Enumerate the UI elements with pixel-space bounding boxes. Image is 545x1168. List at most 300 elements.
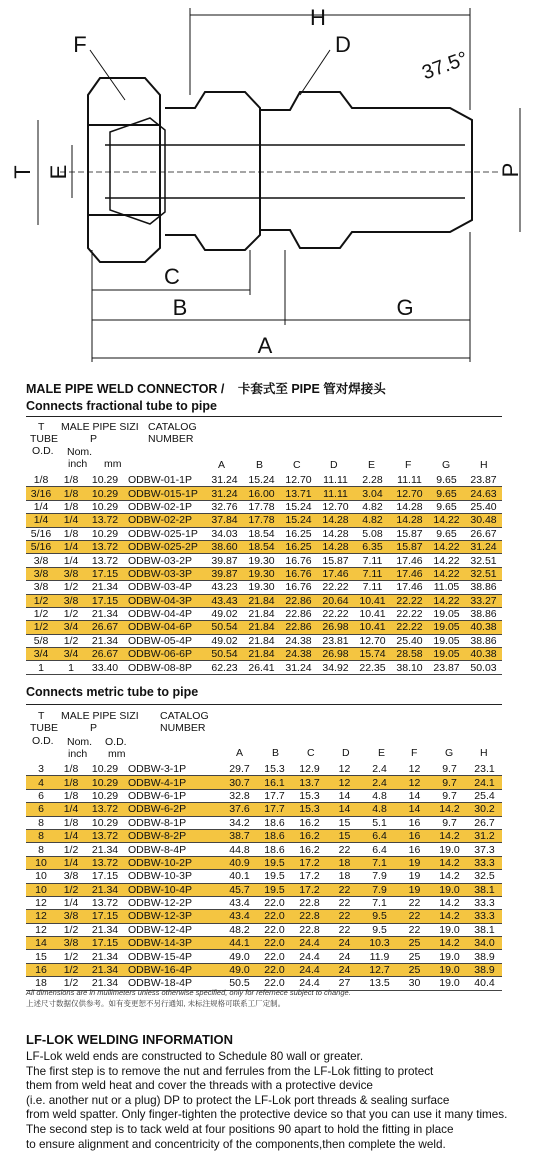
dimension-cell-b: 16.1 xyxy=(257,776,292,789)
pipe-nom-cell: 1/4 xyxy=(56,540,86,553)
hdr-p: P xyxy=(90,433,98,445)
dimension-cell-h: 34.0 xyxy=(467,937,502,950)
dimension-cell-c: 24.4 xyxy=(292,963,327,976)
pipe-mm-cell: 10.29 xyxy=(86,776,124,789)
hdr-col-d: D xyxy=(330,459,338,471)
table-row xyxy=(26,554,502,567)
dimension-cell-f: 12 xyxy=(397,776,432,789)
dimension-cell-a: 50.54 xyxy=(206,621,243,634)
table-row xyxy=(26,883,502,896)
tube-od-cell: 1/4 xyxy=(26,500,56,513)
dimension-cell-f: 17.46 xyxy=(391,581,428,594)
pipe-mm-cell: 21.34 xyxy=(86,634,124,647)
dimension-cell-g: 9.65 xyxy=(428,527,465,540)
table-row xyxy=(26,607,502,620)
pipe-mm-cell: 26.67 xyxy=(86,648,124,661)
dimension-cell-g: 19.0 xyxy=(432,883,467,896)
dimension-cell-c: 15.3 xyxy=(292,803,327,816)
dimension-cell-a: 43.4 xyxy=(222,896,257,909)
tube-od-cell: 12 xyxy=(26,910,56,923)
dimension-cell-d: 22 xyxy=(327,896,362,909)
dimension-cell-c: 15.24 xyxy=(280,500,317,513)
pipe-nom-cell: 1/2 xyxy=(56,950,86,963)
dimension-cell-c: 16.2 xyxy=(292,816,327,829)
catalog-number-cell: ODBW-03-4P xyxy=(124,581,206,594)
tube-od-cell: 5/8 xyxy=(26,634,56,647)
dimension-cell-c: 16.2 xyxy=(292,843,327,856)
pipe-mm-cell: 10.29 xyxy=(86,487,124,500)
dimension-cell-f: 15.87 xyxy=(391,527,428,540)
hdr2-od-mm: O.D. xyxy=(105,736,127,748)
pipe-nom-cell: 1/2 xyxy=(56,607,86,620)
dim-label-angle: 37.5° xyxy=(419,47,471,85)
dimension-cell-d: 12.70 xyxy=(317,500,354,513)
dimension-cell-g: 19.05 xyxy=(428,607,465,620)
dimension-cell-f: 17.46 xyxy=(391,554,428,567)
dimension-cell-g: 14.2 xyxy=(432,896,467,909)
table-row xyxy=(26,763,502,776)
dimension-cell-d: 14.28 xyxy=(317,540,354,553)
tube-od-cell: 12 xyxy=(26,896,56,909)
pipe-mm-cell: 21.34 xyxy=(86,950,124,963)
dimension-cell-h: 24.1 xyxy=(467,776,502,789)
dimension-cell-d: 11.11 xyxy=(317,487,354,500)
table-row xyxy=(26,540,502,553)
catalog-number-cell: ODBW-12-3P xyxy=(124,910,222,923)
table-row xyxy=(26,856,502,869)
dimension-cell-b: 18.54 xyxy=(243,527,280,540)
tube-od-cell: 16 xyxy=(26,963,56,976)
hdr-col-a: A xyxy=(218,459,226,471)
dimension-cell-h: 33.27 xyxy=(465,594,502,607)
dimension-cell-g: 19.0 xyxy=(432,963,467,976)
dimension-cell-a: 49.0 xyxy=(222,963,257,976)
dimension-cell-c: 22.86 xyxy=(280,594,317,607)
tube-od-cell: 3/4 xyxy=(26,648,56,661)
welding-line: The first step is to remove the nut and ferrules from the LF-Lok fitting to protect xyxy=(26,1064,434,1078)
pipe-mm-cell: 13.72 xyxy=(86,514,124,527)
catalog-number-cell: ODBW-02-1P xyxy=(124,500,206,513)
dimension-cell-a: 49.02 xyxy=(206,634,243,647)
dimension-cell-f: 17.46 xyxy=(391,567,428,580)
dimension-cell-a: 44.8 xyxy=(222,843,257,856)
table-row xyxy=(26,789,502,802)
welding-line: LF-Lok weld ends are constructed to Schedule 80 wall or greater. xyxy=(26,1050,364,1063)
pipe-nom-cell: 3/8 xyxy=(56,937,86,950)
tube-od-cell: 6 xyxy=(26,789,56,802)
dimension-cell-g: 14.22 xyxy=(428,554,465,567)
dimension-cell-f: 25 xyxy=(397,950,432,963)
hdr-col-c: C xyxy=(293,459,301,471)
dimension-cell-b: 19.5 xyxy=(257,870,292,883)
dim-label-h: H xyxy=(310,5,326,30)
dimension-cell-c: 16.76 xyxy=(280,554,317,567)
dimension-cell-c: 16.25 xyxy=(280,540,317,553)
hdr2-mm: mm xyxy=(108,748,126,760)
subtitle-metric: Connects metric tube to pipe xyxy=(26,685,199,699)
dimension-cell-g: 19.05 xyxy=(428,621,465,634)
catalog-number-cell: ODBW-04-6P xyxy=(124,621,206,634)
dimension-cell-c: 24.4 xyxy=(292,950,327,963)
dimension-cell-h: 40.4 xyxy=(467,977,502,990)
hdr2-col-f: F xyxy=(411,747,418,759)
table-row xyxy=(26,581,502,594)
hdr-col-g: G xyxy=(442,459,451,471)
dimension-cell-d: 11.11 xyxy=(317,474,354,487)
dimension-cell-f: 30 xyxy=(397,977,432,990)
catalog-number-cell: ODBW-03-3P xyxy=(124,567,206,580)
pipe-mm-cell: 21.34 xyxy=(86,581,124,594)
dimension-cell-e: 13.5 xyxy=(362,977,397,990)
dimension-cell-c: 24.4 xyxy=(292,937,327,950)
dimension-cell-e: 3.04 xyxy=(354,487,391,500)
dimension-cell-c: 24.38 xyxy=(280,634,317,647)
catalog-number-cell: ODBW-10-2P xyxy=(124,856,222,869)
dimension-cell-g: 14.2 xyxy=(432,870,467,883)
dimension-cell-e: 7.9 xyxy=(362,870,397,883)
tube-od-cell: 18 xyxy=(26,977,56,990)
tube-od-cell: 10 xyxy=(26,870,56,883)
dimension-cell-f: 22.22 xyxy=(391,607,428,620)
catalog-number-cell: ODBW-12-2P xyxy=(124,896,222,909)
dimension-cell-h: 31.24 xyxy=(465,540,502,553)
pipe-mm-cell: 21.34 xyxy=(86,923,124,936)
dimension-cell-b: 19.5 xyxy=(257,883,292,896)
dimension-cell-e: 6.4 xyxy=(362,829,397,842)
hdr2-number: NUMBER xyxy=(160,722,206,734)
dimension-cell-e: 4.8 xyxy=(362,789,397,802)
dimension-cell-h: 32.51 xyxy=(465,554,502,567)
tube-od-cell: 3/8 xyxy=(26,567,56,580)
table-row xyxy=(26,896,502,909)
dimension-cell-a: 31.24 xyxy=(206,487,243,500)
hdr-nom: Nom. xyxy=(67,446,93,458)
dimension-cell-b: 19.30 xyxy=(243,581,280,594)
pipe-nom-cell: 1 xyxy=(56,661,86,674)
dimension-cell-e: 7.1 xyxy=(362,896,397,909)
pipe-mm-cell: 21.34 xyxy=(86,883,124,896)
tube-od-cell: 1/8 xyxy=(26,474,56,487)
tube-od-cell: 4 xyxy=(26,776,56,789)
hdr2-catalog: CATALOG xyxy=(160,710,209,722)
dimension-cell-h: 23.1 xyxy=(467,763,502,776)
dimension-cell-c: 22.8 xyxy=(292,896,327,909)
catalog-number-cell: ODBW-01-1P xyxy=(124,474,206,487)
dimension-cell-f: 25 xyxy=(397,937,432,950)
tube-od-cell: 10 xyxy=(26,883,56,896)
hdr2-nom: Nom. xyxy=(67,736,93,748)
dimension-cell-e: 4.82 xyxy=(354,500,391,513)
pipe-mm-cell: 17.15 xyxy=(86,937,124,950)
dimension-cell-h: 23.87 xyxy=(465,474,502,487)
hdr-col-h: H xyxy=(480,459,488,471)
pipe-mm-cell: 17.15 xyxy=(86,910,124,923)
dimension-cell-d: 22 xyxy=(327,843,362,856)
catalog-number-cell: ODBW-18-4P xyxy=(124,977,222,990)
dimension-note: All dimensions are in mullimeters unless otherwise specified, only for refernece subject to change. xyxy=(26,988,351,997)
dimension-cell-h: 38.86 xyxy=(465,581,502,594)
pipe-nom-cell: 1/8 xyxy=(56,816,86,829)
dimension-cell-a: 44.1 xyxy=(222,937,257,950)
pipe-nom-cell: 1/8 xyxy=(56,527,86,540)
dimension-cell-b: 16.00 xyxy=(243,487,280,500)
dimension-cell-d: 14.28 xyxy=(317,527,354,540)
dimension-cell-g: 9.65 xyxy=(428,500,465,513)
dimension-cell-g: 19.0 xyxy=(432,923,467,936)
pipe-nom-cell: 3/8 xyxy=(56,910,86,923)
hdr-number: NUMBER xyxy=(148,433,194,445)
dimension-cell-d: 12 xyxy=(327,776,362,789)
dimension-cell-c: 17.2 xyxy=(292,856,327,869)
dimension-cell-f: 11.11 xyxy=(391,474,428,487)
tube-od-cell: 15 xyxy=(26,950,56,963)
dimension-cell-a: 31.24 xyxy=(206,474,243,487)
dimension-note-cn: 上述尺寸数据仅供参考。如有变更恕不另行通知, 未标注规格可联系工厂定制。 xyxy=(26,999,286,1008)
tube-od-cell: 10 xyxy=(26,856,56,869)
dimension-cell-g: 9.7 xyxy=(432,776,467,789)
dim-label-e: E xyxy=(46,164,71,180)
dimension-cell-a: 37.6 xyxy=(222,803,257,816)
dimension-cell-a: 43.43 xyxy=(206,594,243,607)
dim-label-a: A xyxy=(257,333,273,358)
tube-od-cell: 3/8 xyxy=(26,581,56,594)
hdr2-col-c: C xyxy=(307,747,315,759)
dimension-cell-g: 9.7 xyxy=(432,816,467,829)
dimension-cell-f: 19 xyxy=(397,856,432,869)
dimension-cell-h: 37.3 xyxy=(467,843,502,856)
pipe-nom-cell: 1/8 xyxy=(56,500,86,513)
catalog-number-cell: ODBW-10-3P xyxy=(124,870,222,883)
pipe-nom-cell: 1/4 xyxy=(56,803,86,816)
dimension-cell-e: 12.7 xyxy=(362,963,397,976)
dimension-cell-g: 11.05 xyxy=(428,581,465,594)
dimension-cell-c: 15.24 xyxy=(280,514,317,527)
tube-od-cell: 12 xyxy=(26,923,56,936)
dimension-cell-a: 39.87 xyxy=(206,554,243,567)
catalog-number-cell: ODBW-04-3P xyxy=(124,594,206,607)
dimension-cell-a: 48.2 xyxy=(222,923,257,936)
dimension-cell-e: 2.28 xyxy=(354,474,391,487)
dimension-cell-a: 49.02 xyxy=(206,607,243,620)
dimension-cell-b: 21.84 xyxy=(243,621,280,634)
dimension-cell-b: 22.0 xyxy=(257,950,292,963)
dimension-cell-h: 38.1 xyxy=(467,883,502,896)
dimension-cell-h: 25.4 xyxy=(467,789,502,802)
dimension-cell-e: 15.74 xyxy=(354,648,391,661)
catalog-number-cell: ODBW-03-2P xyxy=(124,554,206,567)
dimension-cell-c: 15.3 xyxy=(292,789,327,802)
hdr-col-e: E xyxy=(368,459,376,471)
welding-info-title: LF-LOK WELDING INFORMATION xyxy=(26,1032,234,1047)
fitting-drawing xyxy=(0,0,545,370)
dimension-cell-e: 4.82 xyxy=(354,514,391,527)
pipe-mm-cell: 13.72 xyxy=(86,829,124,842)
dim-label-p: P xyxy=(498,162,523,178)
dimension-cell-c: 16.2 xyxy=(292,829,327,842)
dimension-cell-b: 22.0 xyxy=(257,977,292,990)
dimension-cell-c: 16.76 xyxy=(280,581,317,594)
catalog-number-cell: ODBW-4-1P xyxy=(124,776,222,789)
dim-label-b: B xyxy=(172,295,188,320)
dimension-cell-d: 24 xyxy=(327,950,362,963)
dimension-cell-f: 22.22 xyxy=(391,594,428,607)
dimension-cell-g: 14.2 xyxy=(432,910,467,923)
dimension-cell-f: 19 xyxy=(397,883,432,896)
hdr2-p: P xyxy=(90,722,98,734)
table-row xyxy=(26,487,502,500)
dimension-cell-e: 9.5 xyxy=(362,923,397,936)
tube-od-cell: 14 xyxy=(26,937,56,950)
table-row xyxy=(26,776,502,789)
dimension-cell-a: 37.84 xyxy=(206,514,243,527)
pipe-mm-cell: 13.72 xyxy=(86,554,124,567)
dimension-cell-c: 13.7 xyxy=(292,776,327,789)
catalog-number-cell: ODBW-6-2P xyxy=(124,803,222,816)
dimension-cell-h: 38.9 xyxy=(467,963,502,976)
dimension-cell-h: 38.86 xyxy=(465,607,502,620)
dimension-cell-a: 38.7 xyxy=(222,829,257,842)
dimension-cell-a: 29.7 xyxy=(222,763,257,776)
welding-line: them from weld heat and cover the threads with a protective device xyxy=(26,1079,373,1093)
tube-od-cell: 8 xyxy=(26,829,56,842)
dimension-cell-d: 22.22 xyxy=(317,581,354,594)
dimension-cell-a: 50.54 xyxy=(206,648,243,661)
pipe-nom-cell: 1/4 xyxy=(56,856,86,869)
table-row xyxy=(26,500,502,513)
dimension-cell-b: 18.54 xyxy=(243,540,280,553)
metric-tube-table xyxy=(26,763,502,991)
pipe-mm-cell: 10.29 xyxy=(86,816,124,829)
pipe-nom-cell: 1/4 xyxy=(56,514,86,527)
dimension-cell-g: 14.2 xyxy=(432,937,467,950)
catalog-number-cell: ODBW-015-1P xyxy=(124,487,206,500)
dimension-cell-d: 26.98 xyxy=(317,621,354,634)
dimension-cell-g: 14.22 xyxy=(428,540,465,553)
tube-od-cell: 1 xyxy=(26,661,56,674)
table-row xyxy=(26,843,502,856)
dimension-cell-b: 21.84 xyxy=(243,634,280,647)
hdr-inch: inch xyxy=(68,458,88,470)
dimension-cell-c: 24.4 xyxy=(292,977,327,990)
dimension-cell-c: 22.8 xyxy=(292,923,327,936)
dimension-cell-g: 9.65 xyxy=(428,487,465,500)
dimension-cell-d: 15 xyxy=(327,816,362,829)
hdr-male-pipe: MALE PIPE SIZI xyxy=(61,421,139,433)
dimension-cell-b: 17.78 xyxy=(243,514,280,527)
tube-od-cell: 1/2 xyxy=(26,594,56,607)
hdr2-col-a: A xyxy=(236,747,244,759)
dim-label-f: F xyxy=(73,32,87,57)
dimension-cell-f: 25.40 xyxy=(391,634,428,647)
dimension-cell-f: 14 xyxy=(397,789,432,802)
dimension-cell-b: 18.6 xyxy=(257,829,292,842)
catalog-number-cell: ODBW-3-1P xyxy=(124,763,222,776)
dimension-cell-h: 26.7 xyxy=(467,816,502,829)
dimension-cell-c: 22.8 xyxy=(292,910,327,923)
dimension-cell-a: 32.76 xyxy=(206,500,243,513)
tube-od-cell: 6 xyxy=(26,803,56,816)
pipe-nom-cell: 1/2 xyxy=(56,581,86,594)
catalog-number-cell: ODBW-6-1P xyxy=(124,789,222,802)
dimension-cell-f: 28.58 xyxy=(391,648,428,661)
dimension-cell-h: 30.48 xyxy=(465,514,502,527)
pipe-nom-cell: 1/2 xyxy=(56,843,86,856)
pipe-mm-cell: 21.34 xyxy=(86,963,124,976)
dimension-cell-a: 30.7 xyxy=(222,776,257,789)
dimension-cell-b: 17.78 xyxy=(243,500,280,513)
dimension-cell-d: 22.22 xyxy=(317,607,354,620)
dimension-cell-f: 22.22 xyxy=(391,621,428,634)
pipe-mm-cell: 13.72 xyxy=(86,803,124,816)
welding-line: The second step is to tack weld at four positions 90 apart to hold the fitting in place xyxy=(26,1122,454,1136)
hdr2-col-b: B xyxy=(272,747,280,759)
tube-od-cell: 1/4 xyxy=(26,514,56,527)
pipe-mm-cell: 17.15 xyxy=(86,567,124,580)
dimension-cell-b: 18.6 xyxy=(257,816,292,829)
dimension-cell-b: 19.30 xyxy=(243,554,280,567)
catalog-number-cell: ODBW-8-4P xyxy=(124,843,222,856)
table-row xyxy=(26,803,502,816)
dimension-cell-h: 31.2 xyxy=(467,829,502,842)
table-row xyxy=(26,514,502,527)
pipe-mm-cell: 10.29 xyxy=(86,763,124,776)
dimension-cell-e: 2.4 xyxy=(362,776,397,789)
dimension-cell-b: 21.84 xyxy=(243,607,280,620)
pipe-mm-cell: 13.72 xyxy=(86,856,124,869)
pipe-mm-cell: 10.29 xyxy=(86,789,124,802)
dimension-cell-c: 31.24 xyxy=(280,661,317,674)
table-row xyxy=(26,474,502,487)
dimension-cell-h: 40.38 xyxy=(465,621,502,634)
dimension-cell-d: 18 xyxy=(327,870,362,883)
dimension-cell-g: 14.2 xyxy=(432,856,467,869)
dimension-cell-c: 24.38 xyxy=(280,648,317,661)
dimension-cell-d: 15.87 xyxy=(317,554,354,567)
pipe-mm-cell: 33.40 xyxy=(86,661,124,674)
dimension-cell-e: 22.35 xyxy=(354,661,391,674)
dimension-cell-c: 13.71 xyxy=(280,487,317,500)
dimension-cell-a: 62.23 xyxy=(206,661,243,674)
dimension-cell-b: 21.84 xyxy=(243,648,280,661)
dimension-cell-h: 32.5 xyxy=(467,870,502,883)
catalog-number-cell: ODBW-15-4P xyxy=(124,950,222,963)
pipe-mm-cell: 21.34 xyxy=(86,843,124,856)
catalog-number-cell: ODBW-8-1P xyxy=(124,816,222,829)
dimension-cell-c: 16.76 xyxy=(280,567,317,580)
dimension-cell-g: 14.2 xyxy=(432,829,467,842)
dimension-cell-e: 10.41 xyxy=(354,621,391,634)
hdr2-od: O.D. xyxy=(32,735,54,747)
tube-od-cell: 8 xyxy=(26,816,56,829)
dimension-cell-g: 19.0 xyxy=(432,843,467,856)
dimension-cell-h: 33.3 xyxy=(467,910,502,923)
tube-od-cell: 3/8 xyxy=(26,554,56,567)
pipe-mm-cell: 17.15 xyxy=(86,870,124,883)
dimension-cell-h: 33.3 xyxy=(467,856,502,869)
catalog-number-cell: ODBW-08-8P xyxy=(124,661,206,674)
dimension-cell-d: 24 xyxy=(327,937,362,950)
hdr2-t: T xyxy=(38,710,45,722)
catalog-number-cell: ODBW-05-4P xyxy=(124,634,206,647)
dimension-cell-d: 26.98 xyxy=(317,648,354,661)
dimension-cell-d: 15 xyxy=(327,829,362,842)
pipe-nom-cell: 1/8 xyxy=(56,789,86,802)
pipe-mm-cell: 13.72 xyxy=(86,540,124,553)
table-row xyxy=(26,648,502,661)
dimension-cell-h: 38.9 xyxy=(467,950,502,963)
dimension-cell-f: 12.70 xyxy=(391,487,428,500)
dimension-cell-a: 50.5 xyxy=(222,977,257,990)
